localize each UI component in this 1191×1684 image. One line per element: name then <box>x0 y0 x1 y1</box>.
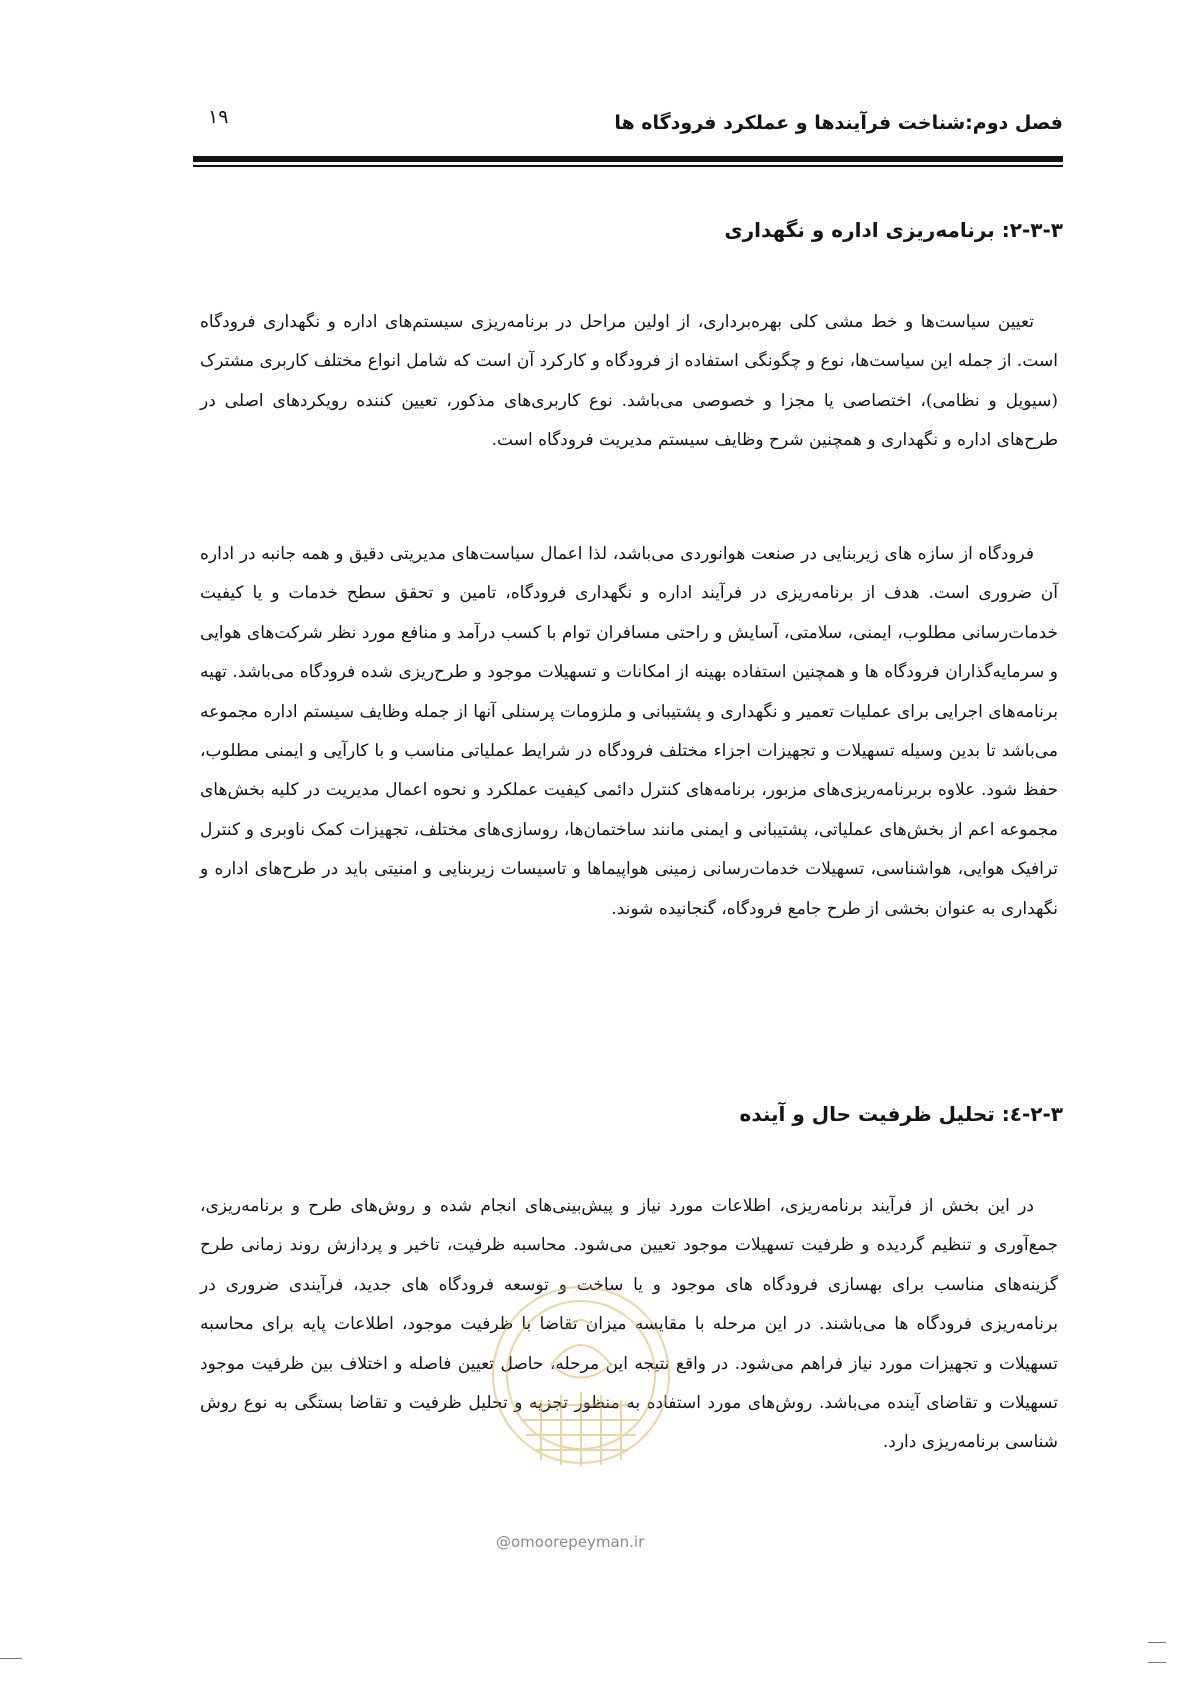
paragraph-text: در این بخش از فرآیند برنامه‌ریزی، اطلاعات مورد نیاز و پیش‌بینی‌های انجام شده و روش‌های طرح و برنامه‌ریزی، جمع‌آوری و تنظیم گردیده و ظرفیت تسهیلات موجود تعیین می‌شود. محاسبه ظرفیت، تاخیر و پردازش روند زمانی طرح گزینه‌های مناسب برای بهسازی فرودگاه های موجود و یا ساخت و توسعه فرودگاه های جدید، فرآیندی ضروری در برنامه‌ریزی فرودگاه ها می‌باشند. در این مرحله با مقایسه میزان تقاضا با ظرفیت موجود، اطلاعات پایه برای محاسبه تسهیلات و تجهیزات مورد نیاز فراهم می‌شود. در واقع نتیجه این مرحله، حاصل تعیین فاصله و اختلاف بین ظرفیت موجود تسهیلات و تقاضای آینده می‌باشد. روش‌های مورد استفاده به منظور تجزیه و تحلیل ظرفیت و تقاضا بستگی به نوع روش شناسی برنامه‌ریزی دارد. <box>200 1196 1058 1453</box>
running-title: فصل دوم:شناخت فرآیندها و عملکرد فرودگاه ها <box>614 112 1063 134</box>
watermark-text: @omoorepeyman.ir <box>496 1533 645 1551</box>
paragraph-text: تعیین سیاست‌ها و خط مشی کلی بهره‌برداری، از اولین مراحل در برنامه‌ریزی سیستم‌های اداره و نگهداری فرودگاه است. از جمله این سیاست‌ها، نوع و چگونگی استفاده از فرودگاه و کارکرد آن است که شامل انواع مختلف کاربری مشترک (سیویل و نظامی)، اختصاصی یا مجزا و خصوصی می‌باشد. نوع کاربری‌های مذکور، تعیین کننده رویکردهای اصلی در طرح‌های اداره و نگهداری و همچنین شرح وظایف سیستم مدیریت فرودگاه است. <box>200 312 1058 451</box>
scan-mark <box>0 1658 22 1659</box>
body-paragraph <box>200 303 1058 461</box>
scan-mark <box>1148 1662 1166 1663</box>
page-number: ۱۹ <box>208 106 229 128</box>
section-heading: ۲-۳-٤: تحلیل ظرفیت حال و آینده <box>739 1102 1063 1126</box>
header-rule-thin <box>193 165 1063 167</box>
header-rule-thick <box>193 156 1063 162</box>
body-paragraph <box>200 535 1058 929</box>
paragraph-text: فرودگاه از سازه های زیربنایی در صنعت هوانوردی می‌باشد، لذا اعمال سیاست‌های مدیریتی دقیق و همه جانبه در اداره آن ضروری است. هدف از برنامه‌ریزی در فرآیند اداره و نگهداری فرودگاه، تامین و تحقق سطح خدمات و یا کیفیت خدمات‌رسانی مطلوب، ایمنی، سلامتی، آسایش و راحتی مسافران توام با کسب درآمد و منافع مورد نظر شرکت‌های هوایی و سرمایه‌گذاران فرودگاه ها و همچنین استفاده بهینه از امکانات و تسهیلات موجود و طرح‌ریزی شده فرودگاه می‌باشد. تهیه برنامه‌های اجرایی برای عملیات تعمیر و نگهداری و پشتیبانی و ملزومات پرسنلی آنها از جمله وظایف سیستم اداره مجموعه می‌باشد تا بدین وسیله تسهیلات و تجهیزات اجزاء مختلف فرودگاه در شرایط عملیاتی مناسب و با کارآیی و ایمنی مطلوب، حفظ شود. علاوه بربرنامه‌ریزی‌های مزبور، برنامه‌های کنترل دائمی کیفیت عملکرد و نحوه اعمال مدیریت در کلیه بخش‌های مجموعه اعم از بخش‌های عملیاتی، پشتیبانی و ایمنی مانند ساختمان‌ها، روسازی‌های مختلف، تجهیزات کمک ناوبری و کنترل ترافیک هوایی، هواشناسی، تسهیلات خدمات‌رسانی زمینی هواپیماها و تاسیسات زیربنایی و امنیتی باید در طرح‌های اداره و نگهداری به عنوان بخشی از طرح جامع فرودگاه، گنجانیده شوند. <box>200 544 1059 919</box>
watermark-seal-icon <box>481 1270 681 1500</box>
section-heading: ۲-۳-۳: برنامه‌ریزی اداره و نگهداری <box>724 218 1063 242</box>
scan-mark <box>1148 1642 1166 1643</box>
